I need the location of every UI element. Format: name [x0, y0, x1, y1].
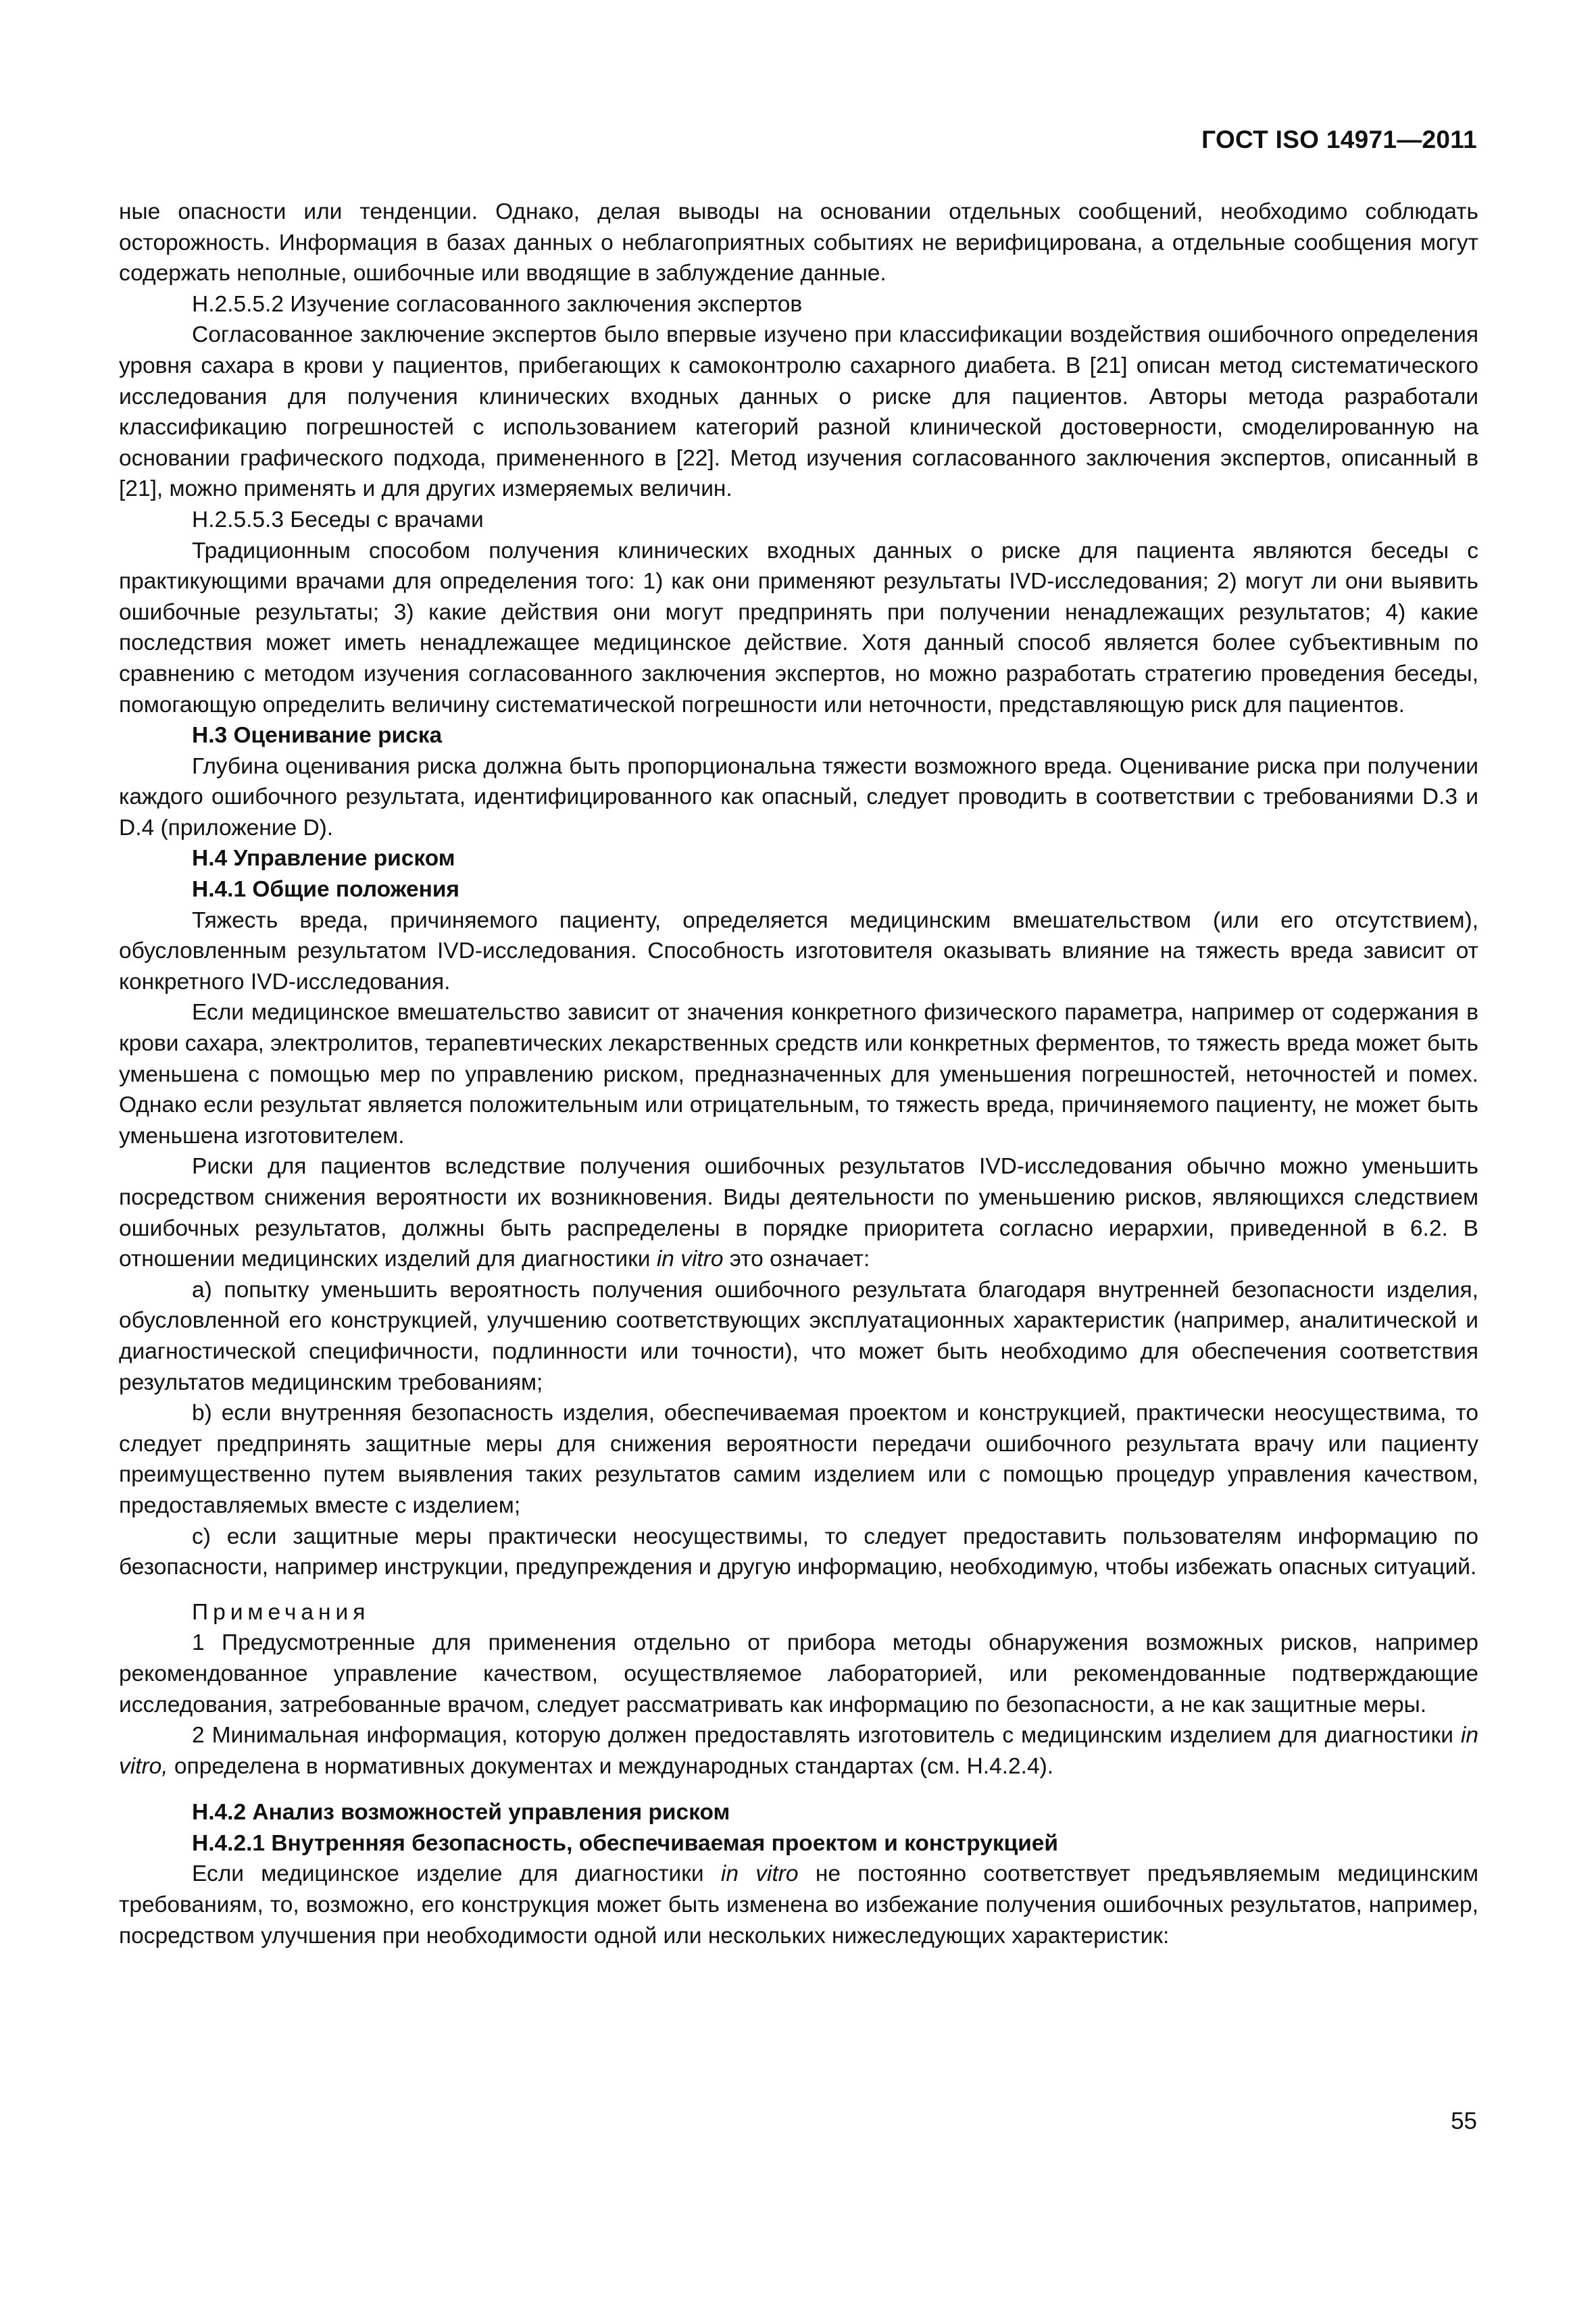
paragraph-text: это означает: [723, 1247, 870, 1272]
subsection-heading: Н.2.5.5.3 Беседы с врачами [192, 507, 484, 532]
list-item: a) попытку уменьшить вероятность получения ошибочного результата благодаря внутренней безопасности изделия, обусловленной его конструкцией, улучшению соответствующих эксплуатационных характеристик (например, аналитической и диагностической специфичности, подлинности или точности), что может быть необходимо для обеспечения соответствия результатов медицинским требованиям; [119, 1277, 1478, 1395]
paragraph-text: Риски для пациентов вследствие получения ошибочных результатов IVD-исследования обычно можно уменьшить посредством снижения вероятности их возникновения. Виды деятельности по уменьшению рисков, являющихся следствием ошибочных результатов, должны быть распределены в порядке приоритета согласно иерархии, приведенной в 6.2. В отношении медицинских изделий для диагностики [119, 1154, 1478, 1272]
note-text: определена в нормативных документах и международных стандартах (см. Н.4.2.4). [168, 1753, 1054, 1779]
page-content [119, 197, 1478, 1951]
paragraph: Традиционным способом получения клинических входных данных о риске для пациента являются беседы с практикующими врачами для определения того: 1) как они применяют результаты IVD-исследования; 2) могут ли они выявить ошибочные результаты; 3) какие действия они могут предпринять при получении ненадлежащих результатов; 4) какие последствия может иметь ненадлежащее медицинское действие. Хотя данный способ является более субъективным по сравнению с методом изучения согласованного заключения экспертов, но можно разработать стратегию проведения беседы, помогающую определить величину систематической погрешности или неточности, представляющую риск для пациентов. [119, 538, 1478, 718]
paragraph-text: Если медицинское изделие для диагностики [192, 1861, 721, 1887]
note: 1 Предусмотренные для применения отдельно от прибора методы обнаружения возможных рисков, например рекомендованное управление качеством, осуществляемое лабораторией, или рекомендованные подтверждающие исследования, затребованные врачом, следует рассматривать как информацию по безопасности, а не как защитные меры. [119, 1630, 1478, 1717]
list-item: c) если защитные меры практически неосуществимы, то следует предоставить пользователям информацию по безопасности, например инструкции, предупреждения и другую информацию, необходимую, чтобы избежать опасных ситуаций. [119, 1524, 1478, 1580]
italic-text: in vitro [656, 1247, 724, 1272]
paragraph: Если медицинское вмешательство зависит от значения конкретного физического параметра, например от содержания в крови сахара, электролитов, терапевтических лекарственных средств или конкретных ферментов, то тяжесть вреда может быть уменьшена с помощью мер по управлению риском, предназначенных для уменьшения погрешностей, неточностей и помех. Однако если результат является положительным или отрицательным, то тяжесть вреда, причиняемого пациенту, не может быть уменьшена изготовителем. [119, 1000, 1478, 1149]
paragraph-text: не постоянно соответствует предъявляемым медицинским требованиям, то, возможно, его конструкция может быть изменена во избежание получения ошибочных результатов, например, посредством улучшения при необходимости одной или нескольких нижеследующих характеристик: [119, 1861, 1479, 1948]
paragraph [119, 1151, 1478, 1274]
section-heading: Н.4.1 Общие положения [192, 877, 459, 903]
paragraph: Глубина оценивания риска должна быть пропорциональна тяжести возможного вреда. Оценивание риска при получении каждого ошибочного результата, идентифицированного как опасный, следует проводить в соответствии с требованиями D.3 и D.4 (приложение D). [119, 753, 1478, 840]
note-text: 2 Минимальная информация, которую должен предоставлять изготовитель с медицинским изделием для диагностики [192, 1723, 1461, 1749]
subsection-heading: Н.2.5.5.2 Изучение согласованного заключения экспертов [192, 291, 803, 317]
notes-label: Примечания [192, 1599, 370, 1625]
section-heading: Н.4.2 Анализ возможностей управления риском [192, 1800, 730, 1826]
page-number: 55 [1451, 2108, 1477, 2134]
paragraph: ные опасности или тенденции. Однако, делая выводы на основании отдельных сообщений, необходимо соблюдать осторожность. Информация в базах данных о неблагоприятных событиях не верифицирована, а отдельные сообщения могут содержать неполные, ошибочные или вводящие в заблуждение данные. [119, 199, 1478, 286]
paragraph [119, 1859, 1478, 1951]
section-heading: Н.4.2.1 Внутренняя безопасность, обеспечиваемая проектом и конструкцией [192, 1830, 1059, 1856]
paragraph: Согласованное заключение экспертов было впервые изучено при классификации воздействия ошибочного определения уровня сахара в крови у пациентов, прибегающих к самоконтролю сахарного диабета. В [21] описан метод систематического исследования для получения клинических входных данных о риске для пациентов. Авторы метода разработали классификацию погрешностей с использованием категорий разной клинической достоверности, смоделированную на основании графического подхода, примененного в [22]. Метод изучения согласованного заключения экспертов, описанный в [21], можно применять и для других измеряемых величин. [119, 322, 1478, 502]
italic-text: in vitro [720, 1861, 799, 1887]
paragraph: Тяжесть вреда, причиняемого пациенту, определяется медицинским вмешательством (или его отсутствием), обусловленным результатом IVD-исследования. Способность изготовителя оказывать влияние на тяжесть вреда зависит от конкретного IVD-исследования. [119, 907, 1478, 995]
list-item: b) если внутренняя безопасность изделия, обеспечиваемая проектом и конструкцией, практически неосуществима, то следует предпринять защитные меры для снижения вероятности передачи ошибочного результата врачу или пациенту преимущественно путем выявления таких результатов самим изделием или с помощью процедур управления качеством, предоставляемых вместе с изделием; [119, 1401, 1478, 1518]
section-heading: Н.3 Оценивание риска [192, 723, 443, 749]
section-heading: Н.4 Управление риском [192, 846, 455, 872]
document-header: ГОСТ ISO 14971—2011 [1201, 126, 1477, 153]
italic-text: in vitro, [119, 1723, 1478, 1779]
note [119, 1720, 1478, 1782]
